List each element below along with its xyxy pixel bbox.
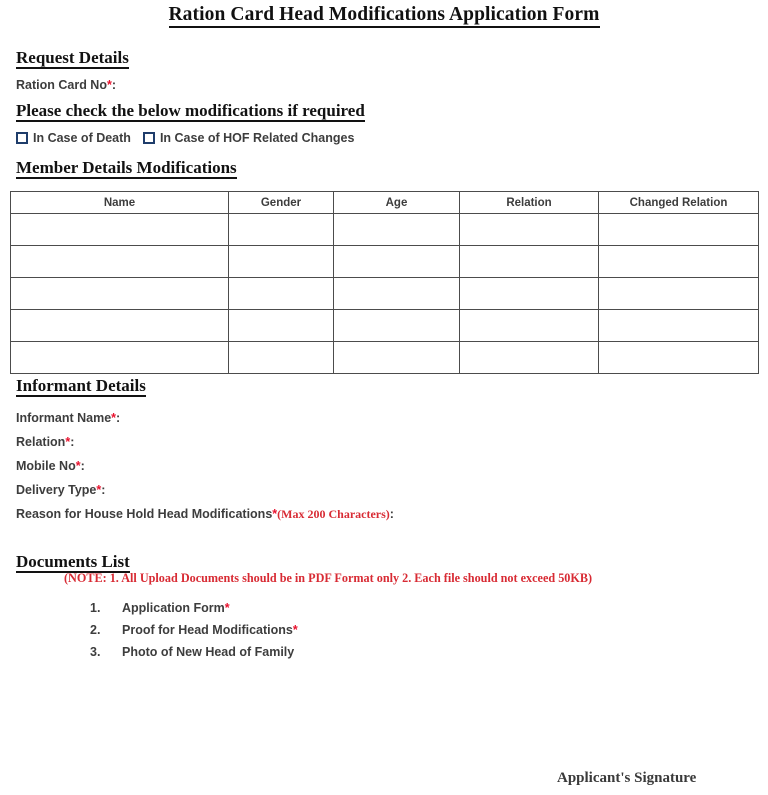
cell-relation[interactable] <box>460 310 599 342</box>
section-heading-request-details <box>16 48 129 68</box>
cell-changed-relation[interactable] <box>599 310 759 342</box>
required-asterisk: * <box>65 435 71 449</box>
table-row <box>11 310 759 342</box>
document-item-number: 1. <box>90 601 101 615</box>
column-header-changed-relation: Changed Relation <box>599 192 759 214</box>
documents-list <box>90 601 590 667</box>
table-row <box>11 246 759 278</box>
reason-character-limit-hint: (Max 200 Characters) <box>277 507 390 521</box>
document-item-number: 2. <box>90 623 101 637</box>
section-heading-informant-details <box>16 376 146 396</box>
modification-checkbox-row <box>16 131 366 145</box>
cell-name[interactable] <box>11 278 229 310</box>
required-asterisk: * <box>272 507 278 521</box>
cell-gender[interactable] <box>229 342 334 374</box>
required-asterisk: * <box>292 623 298 637</box>
list-item <box>90 645 590 667</box>
cell-age[interactable] <box>334 246 460 278</box>
section-heading-member-details-text: Member Details Modifications <box>16 158 237 177</box>
table-row <box>11 214 759 246</box>
required-asterisk: * <box>106 78 112 92</box>
page-title <box>0 4 768 26</box>
cell-age[interactable] <box>334 310 460 342</box>
column-header-gender: Gender <box>229 192 334 214</box>
field-delivery-type-colon: : <box>101 483 106 497</box>
table-row <box>11 278 759 310</box>
field-informant-name <box>16 411 120 425</box>
checkbox-in-case-of-death[interactable] <box>16 132 28 144</box>
cell-name[interactable] <box>11 310 229 342</box>
section-heading-request-details-text: Request Details <box>16 48 129 67</box>
cell-age[interactable] <box>334 214 460 246</box>
field-delivery-type-label: Delivery Type <box>16 483 97 497</box>
section-heading-modifications-check <box>16 101 365 121</box>
section-heading-modifications-check-text: Please check the below modifications if required <box>16 101 365 120</box>
cell-relation[interactable] <box>460 342 599 374</box>
field-mobile-no <box>16 459 85 473</box>
field-relation-label: Relation <box>16 435 66 449</box>
table-header-row <box>11 192 759 214</box>
column-header-relation: Relation <box>460 192 599 214</box>
cell-name[interactable] <box>11 214 229 246</box>
field-reason-colon: : <box>389 507 394 521</box>
list-item <box>90 601 590 623</box>
table-row <box>11 342 759 374</box>
document-item-label: Photo of New Head of Family <box>122 645 295 659</box>
required-asterisk: * <box>96 483 102 497</box>
cell-changed-relation[interactable] <box>599 342 759 374</box>
required-asterisk: * <box>224 601 230 615</box>
checkbox-in-case-of-hof-related-changes[interactable] <box>143 132 155 144</box>
column-header-name: Name <box>11 192 229 214</box>
cell-age[interactable] <box>334 278 460 310</box>
field-informant-name-colon: : <box>116 411 121 425</box>
field-mobile-no-label: Mobile No <box>16 459 76 473</box>
cell-age[interactable] <box>334 342 460 374</box>
field-ration-card-no-colon: : <box>111 78 117 92</box>
section-heading-documents-list-text: Documents List <box>16 552 130 571</box>
section-heading-informant-details-text: Informant Details <box>16 376 146 395</box>
document-item-label: Proof for Head Modifications <box>122 623 293 637</box>
field-ration-card-no-label: Ration Card No <box>16 78 107 92</box>
required-asterisk: * <box>75 459 81 473</box>
page-title-text: Ration Card Head Modifications Application Form <box>169 4 600 28</box>
cell-gender[interactable] <box>229 214 334 246</box>
checkbox-label-in-case-of-hof-related-changes: In Case of HOF Related Changes <box>159 131 355 145</box>
cell-changed-relation[interactable] <box>599 278 759 310</box>
cell-name[interactable] <box>11 342 229 374</box>
field-reason-label: Reason for House Hold Head Modifications <box>16 507 273 521</box>
applicant-signature-label: Applicant's Signature <box>557 770 697 786</box>
cell-gender[interactable] <box>229 246 334 278</box>
required-asterisk: * <box>111 411 117 425</box>
member-details-table <box>10 191 759 374</box>
field-reason-for-head-modifications <box>16 507 394 522</box>
cell-relation[interactable] <box>460 246 599 278</box>
cell-relation[interactable] <box>460 278 599 310</box>
cell-name[interactable] <box>11 246 229 278</box>
section-heading-member-details <box>16 158 237 178</box>
field-mobile-no-colon: : <box>80 459 85 473</box>
cell-changed-relation[interactable] <box>599 246 759 278</box>
field-delivery-type <box>16 483 105 497</box>
section-heading-documents-list <box>16 552 130 572</box>
document-item-label: Application Form <box>122 601 225 615</box>
column-header-age: Age <box>334 192 460 214</box>
field-informant-name-label: Informant Name <box>16 411 112 425</box>
document-item-number: 3. <box>90 645 101 659</box>
field-relation-colon: : <box>70 435 75 449</box>
list-item <box>90 623 590 645</box>
cell-gender[interactable] <box>229 278 334 310</box>
field-ration-card-no <box>16 78 116 92</box>
cell-gender[interactable] <box>229 310 334 342</box>
cell-changed-relation[interactable] <box>599 214 759 246</box>
field-relation <box>16 435 74 449</box>
cell-relation[interactable] <box>460 214 599 246</box>
checkbox-label-in-case-of-death: In Case of Death <box>33 131 131 145</box>
documents-upload-note: (NOTE: 1. All Upload Documents should be in PDF Format only 2. Each file should not exceed 50KB) <box>64 571 593 585</box>
